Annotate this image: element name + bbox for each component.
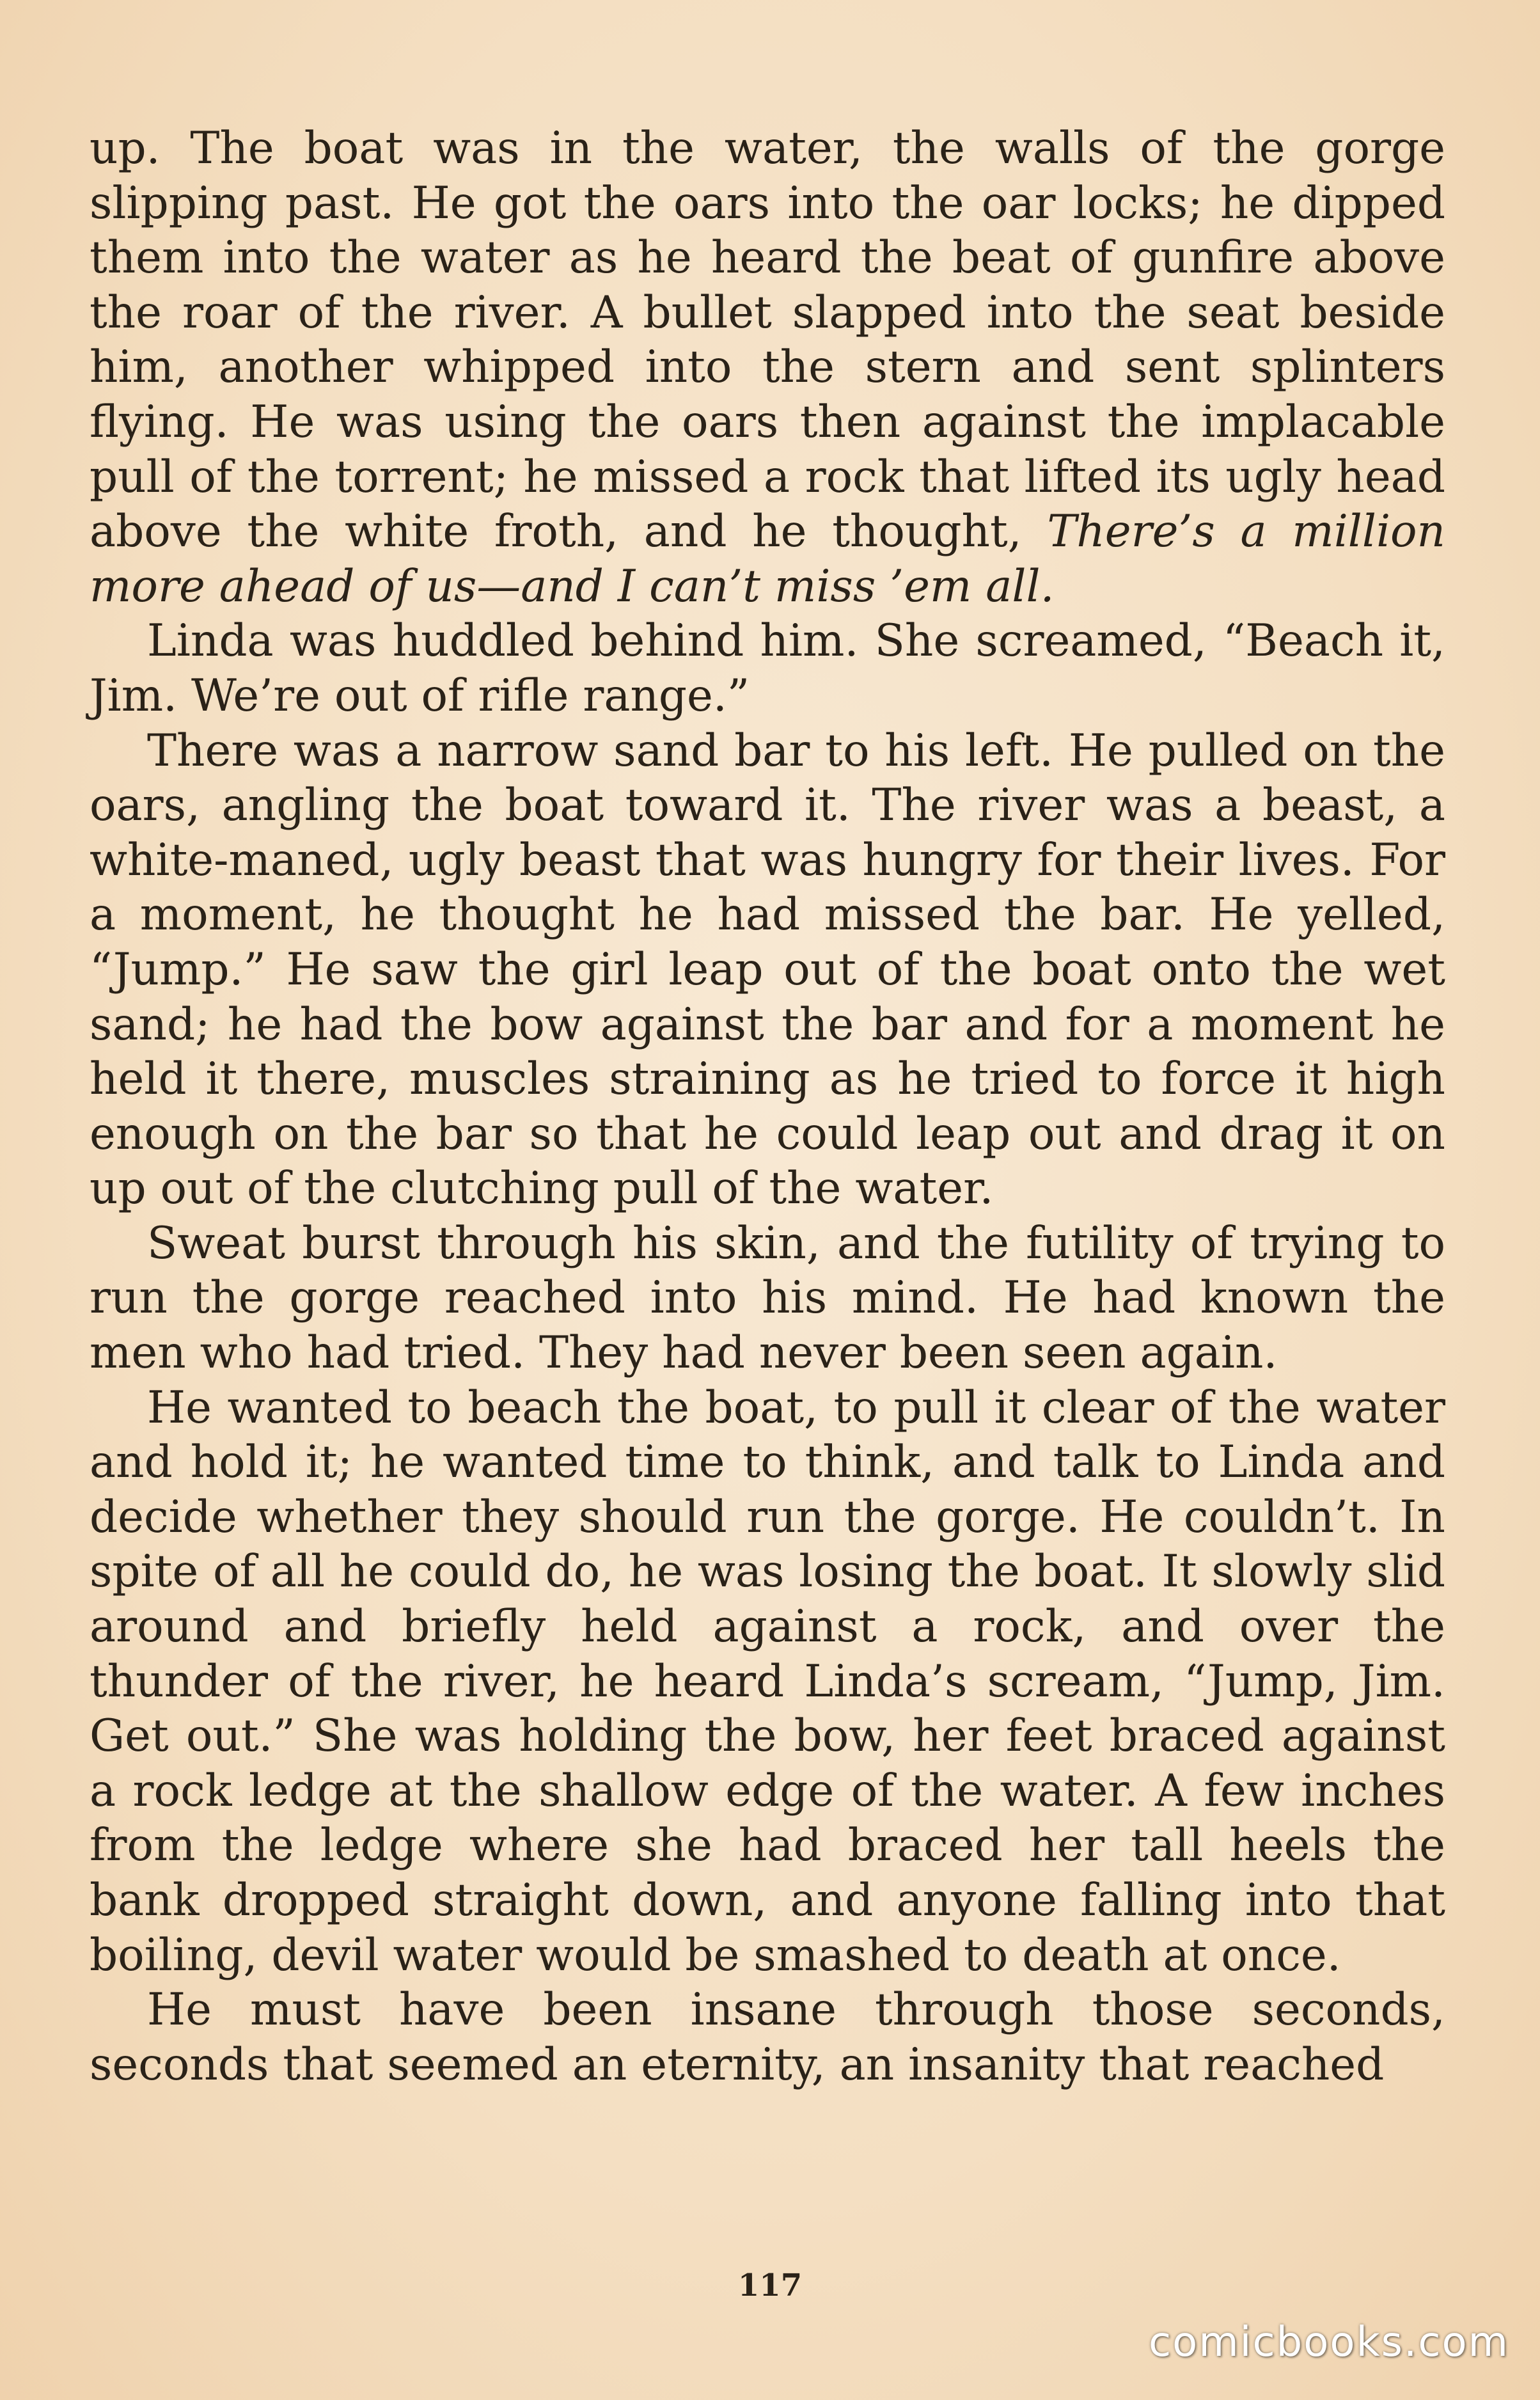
paragraph-text: There was a narrow sand bar to his left. He pulled on the oars, angling the boat toward it. The river was a beast, a white-maned, ugly beast that was hungry for their lives. For a moment, he thought he had missed the bar. He yelled, “Jump.” He saw the girl leap out of the boat onto the wet sand; he had the bow against the bar and for a moment he held it there, muscles straining as he tried to force it high enough on the bar so that he could leap out and drag it on up out of the clutching pull of the water. [90,725,1445,1215]
watermark: comicbooks.com [1148,2319,1509,2366]
italic-thought: There’s a million more ahead of us—and I can’t miss ’em all. [90,506,1445,612]
paragraph [90,122,1445,614]
paragraph-text: Sweat burst through his skin, and the futility of trying to run the gorge reached into his mind. He had known the men who had tried. They had never been seen again. [90,1217,1445,1379]
page-number: 117 [737,2268,803,2303]
paragraph [90,724,1445,1217]
paragraph [90,1983,1445,2092]
paragraph-text: up. The boat was in the water, the walls of the gorge slipping past. He got the oars into the oar locks; he dipped them into the water as he heard the beat of gunfire above the roar of the river. A bullet slapped into the seat beside him, another whipped into the stern and sent splinters flying. He was using the oars then against the implacable pull of the torrent; he missed a rock that lifted its ugly head above the white froth, and he thought, [90,123,1445,558]
paragraph [90,614,1445,723]
paragraph-text: Linda was huddled behind him. She screamed, “Beach it, Jim. We’re out of rifle range.” [90,615,1445,722]
paragraph [90,1217,1445,1381]
paragraph-text: He must have been insane through those seconds, seconds that seemed an eternity, an insanity that reached [90,1984,1445,2090]
body-text [90,122,1445,2092]
paragraph [90,1381,1445,1984]
paragraph-text: He wanted to beach the boat, to pull it clear of the water and hold it; he wanted time to think, and talk to Linda and decide whether they should run the gorge. He couldn’t. In spite of all he could do, he was losing the boat. It slowly slid around and briefly held against a rock, and over the thunder of the river, he heard Linda’s scream, “Jump, Jim. Get out.” She was holding the bow, her feet braced against a rock ledge at the shallow edge of the water. A few inches from the ledge where she had braced her tall heels the bank dropped straight down, and anyone falling into that boiling, devil water would be smashed to death at once. [90,1382,1445,1981]
